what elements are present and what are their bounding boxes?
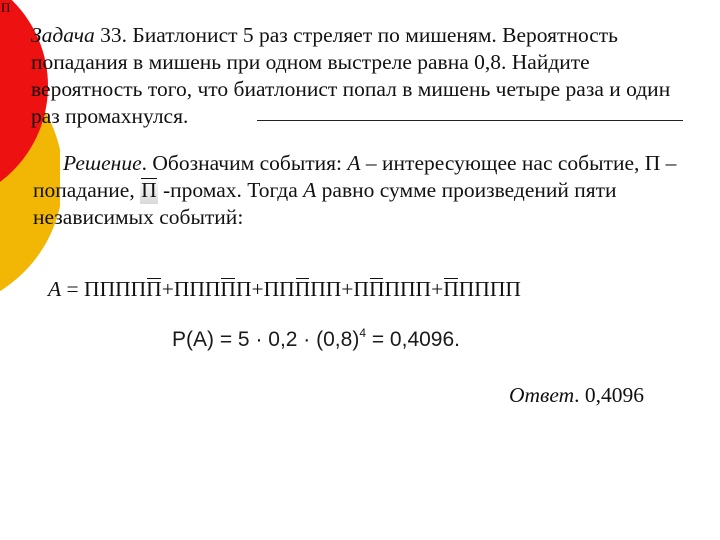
solution-text-1: . Обозначим события: xyxy=(141,151,348,175)
probability-calculation xyxy=(172,326,460,352)
solution-text-3: -промах. Тогда xyxy=(157,178,304,202)
formula-hit: П xyxy=(173,277,190,301)
formula-hit: П xyxy=(384,277,401,301)
event-a-2: А xyxy=(303,178,317,202)
formula-hit: П xyxy=(325,277,342,301)
formula-terms xyxy=(84,277,521,301)
event-formula xyxy=(48,277,521,302)
formula-plus: + xyxy=(251,277,264,301)
formula-hit: П xyxy=(400,277,416,301)
formula-hit: П xyxy=(310,277,326,301)
calc-exponent: 4 xyxy=(359,326,366,340)
formula-plus: + xyxy=(161,277,174,301)
formula-hit: П xyxy=(474,277,490,301)
formula-hit: П xyxy=(458,277,475,301)
calc-lhs: P(A) = 5 · 0,2 · (0,8) xyxy=(172,328,360,351)
formula-miss: П xyxy=(220,277,236,301)
formula-hit: П xyxy=(353,277,369,301)
formula-plus: + xyxy=(341,277,354,301)
formula-miss: П xyxy=(443,277,459,301)
solution-label: Решение xyxy=(63,151,142,175)
formula-hit: П xyxy=(84,277,100,301)
formula-hit: П xyxy=(235,277,252,301)
formula-miss: П xyxy=(368,277,385,301)
task-label: Задача xyxy=(31,23,95,47)
formula-miss: П xyxy=(146,277,162,301)
corner-glyph: П xyxy=(1,0,11,15)
formula-plus: + xyxy=(431,277,444,301)
formula-hit: П xyxy=(263,277,280,301)
answer-label: Ответ xyxy=(509,383,575,407)
formula-lhs: А xyxy=(48,277,62,301)
solution-text-4: равно сумме произведений пяти независимых событий: xyxy=(33,178,617,229)
formula-hit: П xyxy=(415,277,432,301)
formula-hit: П xyxy=(279,277,295,301)
formula-hit: П xyxy=(99,277,116,301)
formula-miss: П xyxy=(294,277,311,301)
formula-hit: П xyxy=(115,277,131,301)
task-text: Биатлонист 5 раз стреляет по мишеням. Вероятность попадания в мишень при одном выстреле равна 0,8. Найдите вероятность того, что биатлонист попал в мишень четыре раза и один раз промахнулся. xyxy=(31,23,671,128)
answer xyxy=(509,383,644,408)
calc-rhs: = 0,4096. xyxy=(366,328,460,351)
formula-eq: = xyxy=(61,277,85,301)
underline-divider xyxy=(257,120,683,121)
task-statement xyxy=(31,22,699,130)
solution-text xyxy=(33,150,693,231)
formula-hit: П xyxy=(505,277,521,301)
formula-hit: П xyxy=(489,277,506,301)
answer-value: . 0,4096 xyxy=(574,383,645,407)
solution-text-2: – интересующее нас событие, П – попадание, xyxy=(33,151,677,202)
formula-hit: П xyxy=(189,277,205,301)
event-a: А xyxy=(347,151,361,175)
task-number: 33. xyxy=(100,23,127,47)
formula-hit: П xyxy=(204,277,221,301)
miss-symbol: П xyxy=(141,178,157,202)
formula-hit: П xyxy=(130,277,147,301)
